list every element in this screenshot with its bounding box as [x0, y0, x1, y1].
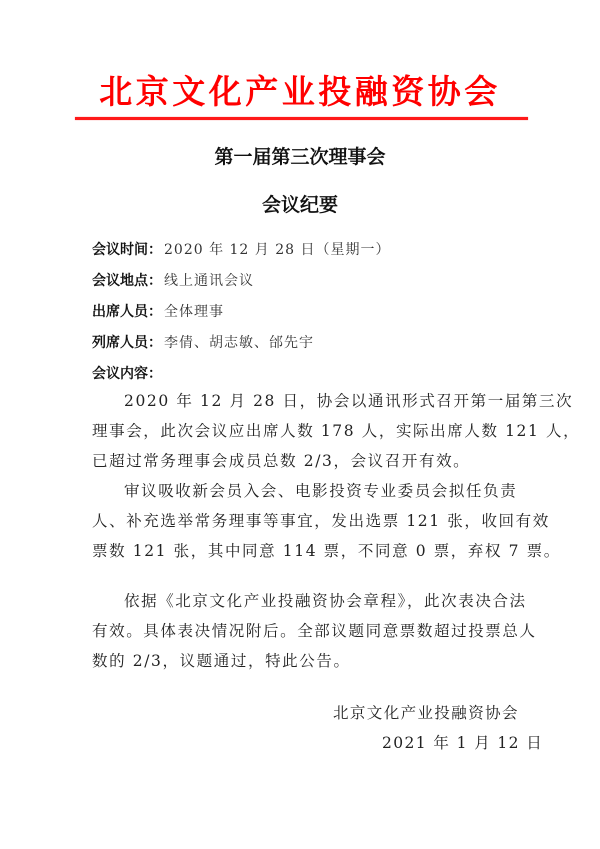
meta-row-attendees	[92, 302, 224, 322]
meta-label: 列席人员：	[92, 335, 162, 351]
red-header-rule	[75, 117, 528, 120]
paragraph-2-line-2: 人、补充选举常务理事等事宜，发出选票 121 张，收回有效	[92, 512, 550, 530]
meta-value: 全体理事	[164, 304, 224, 320]
meta-row-location	[92, 271, 254, 291]
meta-row-content	[92, 364, 164, 384]
meta-row-observers	[92, 333, 314, 353]
meta-value: 线上通讯会议	[164, 273, 254, 289]
paragraph-3-line-1: 依据《北京文化产业投融资协会章程》，此次表决合法	[124, 592, 527, 610]
paragraph-1-line-2: 理事会，此次会议应出席人数 178 人，实际出席人数 121 人，	[92, 422, 581, 440]
paragraph-1-line-3: 已超过常务理事会成员总数 2/3，会议召开有效。	[92, 452, 471, 470]
paragraph-3-line-2: 有效。具体表决情况附后。全部议题同意票数超过投票总人	[92, 622, 537, 640]
signature-organization: 北京文化产业投融资协会	[333, 704, 519, 722]
meta-value: 2020 年 12 月 28 日（星期一）	[164, 242, 391, 258]
signature-date: 2021 年 1 月 12 日	[382, 734, 544, 752]
meta-value: 李倩、胡志敏、邰先宇	[164, 335, 314, 351]
paragraph-2-line-1: 审议吸收新会员入会、电影投资专业委员会拟任负责	[124, 482, 518, 500]
document-type-title: 会议纪要	[261, 194, 338, 216]
meta-row-time	[92, 240, 391, 260]
meeting-name-title: 第一届第三次理事会	[214, 146, 386, 168]
paragraph-1-line-1: 2020 年 12 月 28 日，协会以通讯形式召开第一届第三次	[124, 392, 574, 410]
organization-title: 北京文化产业投融资协会	[99, 72, 501, 111]
meta-label: 会议内容：	[92, 366, 162, 382]
meta-label: 会议地点：	[92, 273, 162, 289]
meta-label: 会议时间：	[92, 242, 162, 258]
paragraph-3-line-3: 数的 2/3，议题通过，特此公告。	[92, 652, 351, 670]
paragraph-2-line-3: 票数 121 张，其中同意 114 票，不同意 0 票，弃权 7 票。	[92, 542, 561, 560]
meta-label: 出席人员：	[92, 304, 162, 320]
